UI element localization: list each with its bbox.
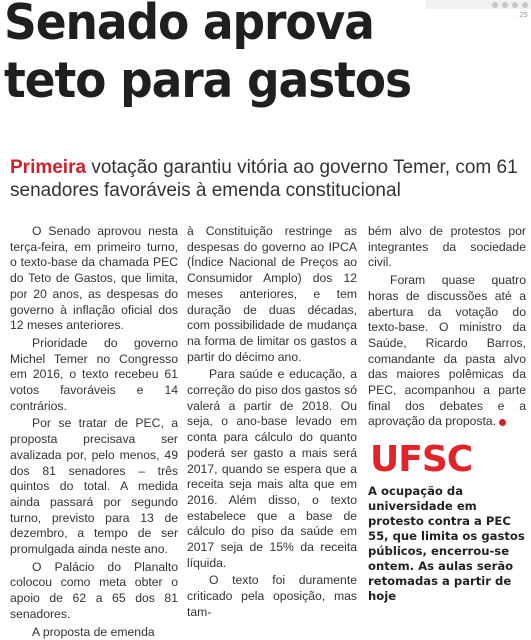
paragraph: Prioridade do governo Michel Temer no Congresso em 2016, o texto recebeu 61 votos favoráveis e 14 contrários. [10,335,178,413]
circle-icon [492,2,498,8]
headline [4,0,411,110]
sidebar-text: A ocupação da universidade em protesto contra a PEC 55, que limita os gastos públicos, encerrou-se ontem. As aulas serão retomadas a partir de hoje [368,484,525,603]
deck-lead: Primeira [10,157,87,178]
article-column-1 [10,224,178,639]
headline-line-2: teto para gastos [4,52,411,109]
article-column-3 [368,224,526,432]
circle-icon [512,2,518,8]
circle-icon [502,2,508,8]
corner-strip [426,0,531,9]
end-bullet-icon [499,419,506,426]
circle-icon [522,2,528,8]
deck-text: votação garantiu vitória ao governo Temer, com 61 senadores favoráveis à emenda constitucional [10,157,518,201]
paragraph: O texto foi duramente criticado pela oposição, mas tam- [187,573,357,619]
paragraph: Para saúde e educação, a correção do piso dos gastos só valerá a partir de 2018. Ou seja, o ano-base levado em conta para cálculo do quanto poderá ser gasto a mais será 2017, quando se espera que a receita seja mais alta que em 2016. Além disso, o texto estabelece que a base de cálculo do piso da saúde em 2017 seja de 15% da receita líquida. [187,367,357,570]
page-number: 25 [519,11,528,19]
sidebar-box [368,440,526,604]
paragraph: A proposta de emenda [32,624,155,639]
paragraph: Por se tratar de PEC, a proposta precisava ser avalizada por, pelo menos, 49 dos 81 senadores – três quintos do total. A medida ainda passará por segundo turno, previsto para 13 de dezembro, a tempo de ser promulgada ainda neste ano. [10,416,178,557]
paragraph: bém alvo de protestos por integrantes da sociedade civil. [368,224,526,270]
paragraph-last [368,273,526,430]
paragraph: à Constituição restringe as despesas do governo ao IPCA (Índice Nacional de Preços ao Consumidor Amplo) dos 12 meses anteriores, e tem duração de duas décadas, com possibilidade de mudança na forma de limitar os gastos a partir do décimo ano. [187,224,357,364]
paragraph-text: Foram quase quatro horas de discussões até a abertura da votação do texto-base. O ministro da Saúde, Ricardo Barros, comandante da pasta alvo das maiores polêmicas da PEC, acompanhou a parte final dos debates e a aprovação da proposta. [368,273,526,429]
article-column-2 [187,224,357,619]
paragraph: O Palácio do Planalto colocou como meta obter o apoio de 62 a 65 dos 81 senadores. [10,559,178,621]
paragraph: O Senado aprovou nesta terça-feira, em primeiro turno, o texto-base da chamada PEC do Teto de Gastos, que limita, por 20 anos, as despesas do governo à inflação oficial dos 12 meses anteriores. [10,224,178,333]
headline-line-1: Senado aprova [4,0,374,51]
deck [10,156,525,202]
sidebar-title: UFSC [370,439,473,480]
